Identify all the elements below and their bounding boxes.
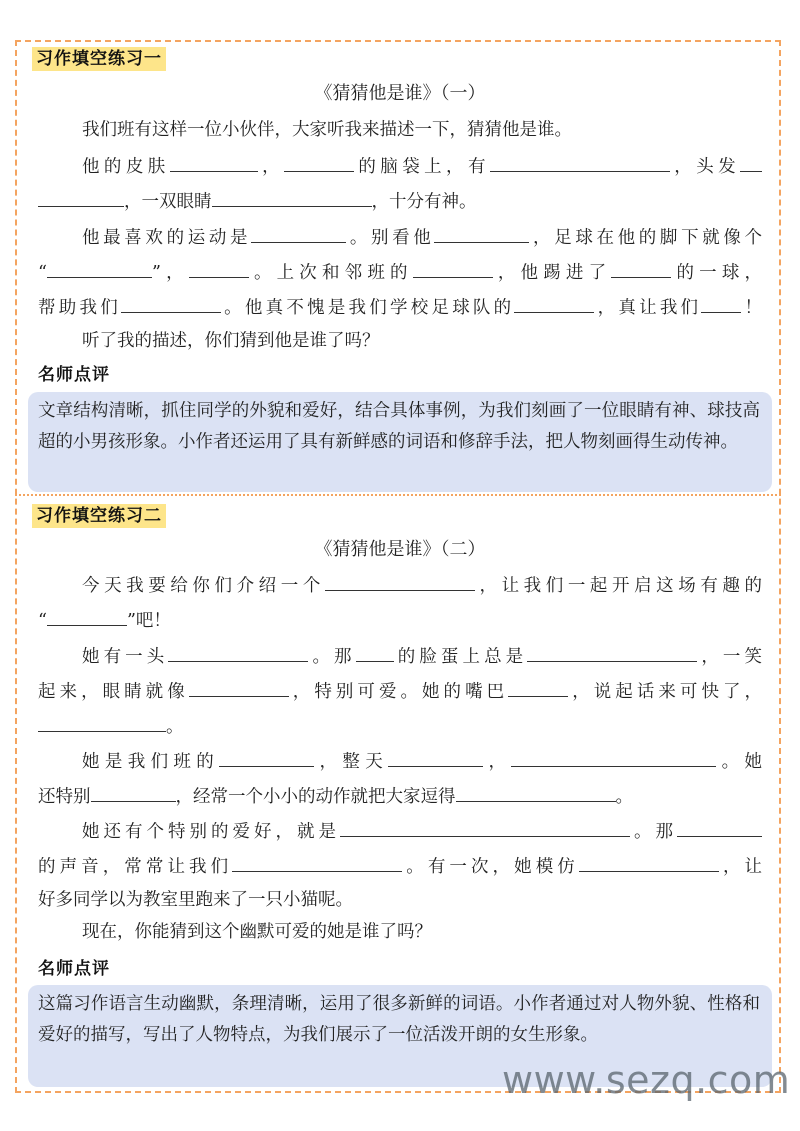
exercise2-line-8: 她还有个特别的爱好，就是 。那	[38, 818, 762, 844]
exercise2-review-text: 这篇习作语言生动幽默，条理清晰，运用了很多新鲜的词语。小作者通过对人物外貌、性格和爱好的描写，写出了人物特点，为我们展示了一位活泼开朗的女生形象。	[38, 994, 760, 1045]
blank-field[interactable]	[508, 678, 568, 697]
blank-field[interactable]	[413, 259, 493, 278]
blank-field[interactable]	[701, 294, 741, 313]
exercise1-line-5: “ ”， 。上次和邻班的 ，他踢进了 的一球，	[38, 259, 762, 285]
watermark: www.sezq.com	[502, 1058, 791, 1102]
blank-field[interactable]	[434, 224, 529, 243]
blank-field[interactable]	[38, 713, 166, 732]
exercise1-line-6: 帮助我们 。他真不愧是我们学校足球队的 ，真让我们 ！	[38, 294, 762, 320]
blank-field[interactable]	[232, 853, 402, 872]
blank-field[interactable]	[490, 153, 670, 172]
exercise2-line-3: 她有一头 。那 的脸蛋上总是 ，一笑	[38, 643, 762, 669]
blank-field[interactable]	[121, 294, 221, 313]
blank-field[interactable]	[47, 607, 127, 626]
blank-field[interactable]	[91, 783, 176, 802]
exercise2-line-6: 她是我们班的 ，整天 ， 。她	[38, 748, 762, 774]
exercise2-line-5: 。	[38, 713, 762, 739]
exercise1-review-box	[28, 392, 772, 492]
exercise1-line-7: 听了我的描述，你们猜到他是谁了吗？	[82, 331, 380, 351]
blank-field[interactable]	[284, 153, 354, 172]
exercise2-line-7: 还特别 ，经常一个小小的动作就把大家逗得 。	[38, 783, 762, 809]
blank-field[interactable]	[511, 748, 716, 767]
exercise2-line-4: 起来，眼睛就像 ，特别可爱。她的嘴巴 ，说起话来可快了，	[38, 678, 762, 704]
exercise2-line-2: “ ”吧！	[38, 607, 762, 633]
blank-field[interactable]	[189, 259, 249, 278]
blank-field[interactable]	[611, 259, 671, 278]
exercise1-tag: 习作填空练习一	[32, 47, 166, 71]
exercise2-tag: 习作填空练习二	[32, 504, 166, 528]
blank-field[interactable]	[527, 643, 697, 662]
exercise2-line-1: 今天我要给你们介绍一个 ，让我们一起开启这场有趣的	[38, 572, 762, 598]
blank-field[interactable]	[219, 748, 314, 767]
exercise1-line-1: 我们班有这样一位小伙伴，大家听我来描述一下，猜猜他是谁。	[82, 120, 572, 140]
blank-field[interactable]	[251, 224, 346, 243]
blank-field[interactable]	[168, 643, 308, 662]
section-divider	[15, 494, 781, 496]
exercise1-review-text: 文章结构清晰，抓住同学的外貌和爱好，结合具体事例，为我们刻画了一位眼睛有神、球技高超的小男孩形象。小作者还运用了具有新鲜感的词语和修辞手法，把人物刻画得生动传神。	[38, 401, 760, 452]
exercise2-line-10: 好多同学以为教室里跑来了一只小猫呢。	[38, 890, 353, 910]
blank-field[interactable]	[356, 643, 394, 662]
blank-field[interactable]	[212, 188, 372, 207]
blank-field[interactable]	[325, 572, 475, 591]
blank-field[interactable]	[740, 153, 762, 172]
blank-field[interactable]	[579, 853, 719, 872]
exercise2-title: 《猜猜他是谁》（二）	[314, 539, 486, 560]
exercise1-review-heading: 名师点评	[38, 365, 110, 385]
exercise2-review-heading: 名师点评	[38, 959, 110, 979]
blank-field[interactable]	[47, 259, 152, 278]
blank-field[interactable]	[170, 153, 258, 172]
blank-field[interactable]	[456, 783, 616, 802]
blank-field[interactable]	[514, 294, 594, 313]
exercise1-title: 《猜猜他是谁》（一）	[314, 83, 486, 104]
blank-field[interactable]	[38, 188, 124, 207]
blank-field[interactable]	[388, 748, 483, 767]
exercise1-line-2: 他的皮肤 ， 的脑袋上，有 ，头发	[38, 153, 762, 179]
blank-field[interactable]	[340, 818, 630, 837]
blank-field[interactable]	[677, 818, 762, 837]
blank-field[interactable]	[189, 678, 289, 697]
exercise1-line-4: 他最喜欢的运动是 。别看他 ，足球在他的脚下就像个	[38, 224, 762, 250]
exercise1-line-3: ，一双眼睛 ，十分有神。	[38, 188, 762, 214]
exercise2-line-9: 的声音，常常让我们 。有一次，她模仿 ，让	[38, 853, 762, 879]
exercise2-line-11: 现在，你能猜到这个幽默可爱的她是谁了吗？	[82, 922, 432, 942]
